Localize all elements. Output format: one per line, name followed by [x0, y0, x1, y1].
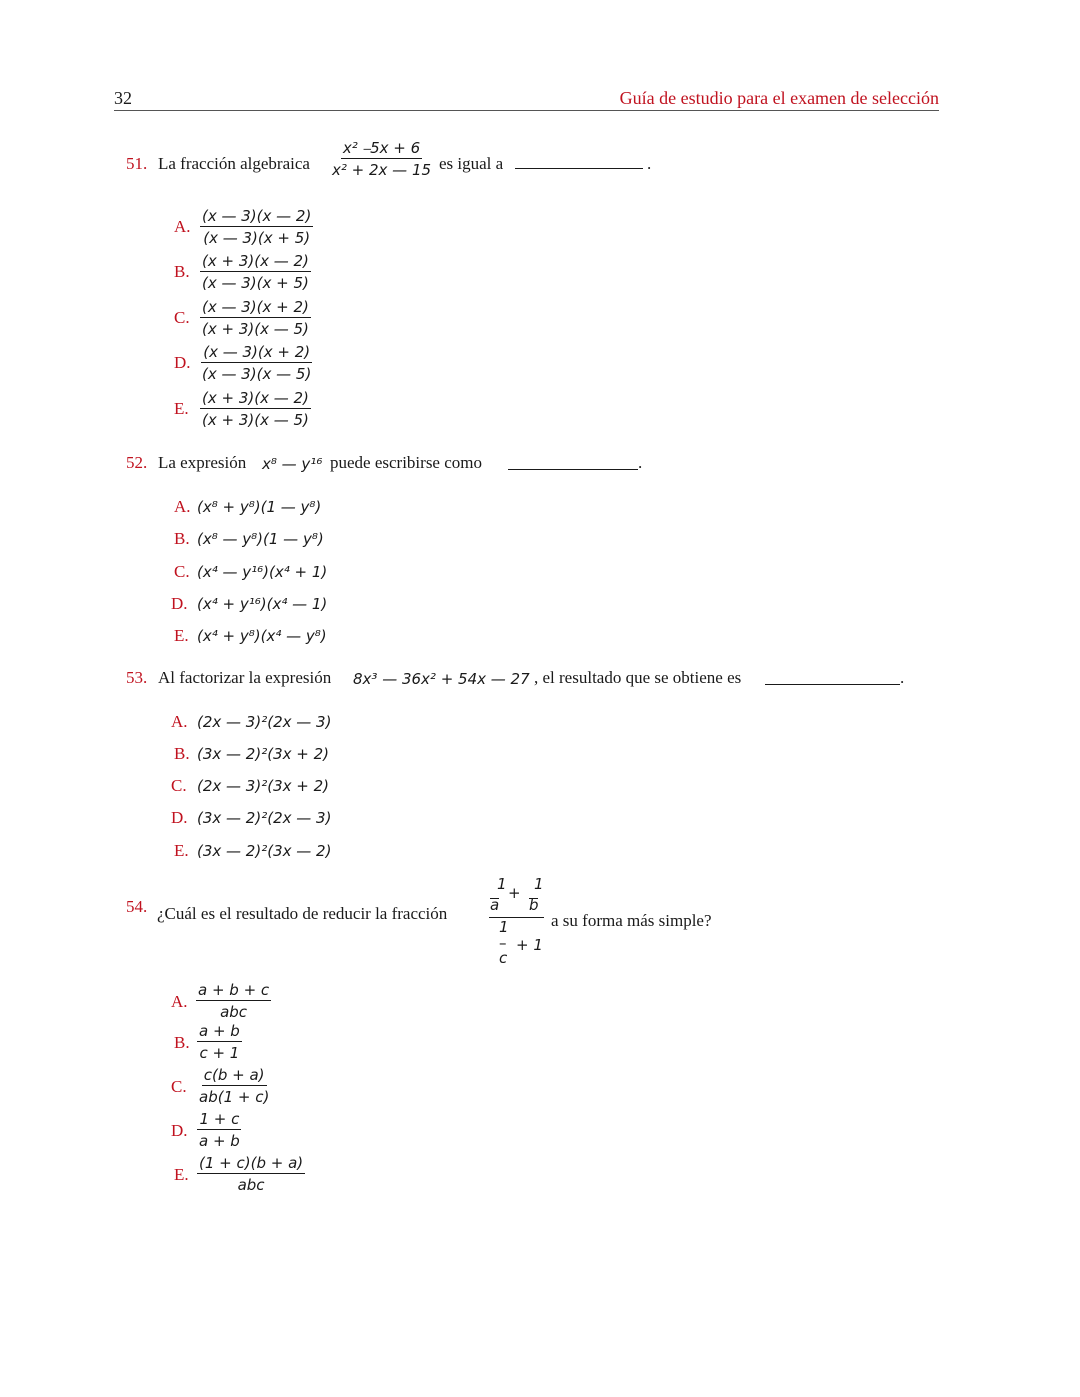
cf-plus: +	[508, 884, 521, 902]
option-letter: E.	[174, 1165, 189, 1184]
option-numerator: c(b + a)	[203, 1066, 265, 1084]
option-letter: D.	[174, 353, 191, 372]
cf-small-bar	[490, 898, 499, 899]
option-numerator: (x + 3)(x — 2)	[202, 252, 309, 270]
option-denominator: ab(1 + c)	[199, 1088, 270, 1106]
question-text-after: es igual a	[439, 154, 504, 173]
option-expression: (x⁸ + y⁸)(1 — y⁸)	[197, 498, 322, 516]
option-expression: (2x — 3)²(2x — 3)	[197, 713, 332, 731]
option-fraction	[196, 980, 271, 1022]
option-letter: C.	[171, 1077, 187, 1096]
question-period: .	[638, 453, 643, 472]
option-fraction	[200, 251, 311, 293]
option-numerator: (x — 3)(x — 2)	[202, 207, 312, 225]
option-numerator: (x — 3)(x + 2)	[202, 298, 309, 316]
option-denominator: (x — 3)(x + 5)	[202, 274, 309, 292]
answer-blank	[765, 684, 900, 685]
question-text: La expresión	[158, 453, 247, 472]
question-text-after: a su forma más simple?	[551, 911, 712, 930]
question-number: 52.	[126, 453, 148, 472]
option-denominator: c + 1	[199, 1044, 240, 1062]
cf-dash: –	[499, 934, 507, 952]
cf-a: a	[490, 896, 500, 914]
option-letter: A.	[174, 497, 191, 516]
option-denominator: (x + 3)(x — 5)	[202, 411, 309, 429]
option-letter: C.	[174, 562, 190, 581]
option-fraction	[197, 1021, 242, 1063]
option-letter: B.	[174, 1033, 190, 1052]
option-denominator: abc	[220, 1003, 248, 1021]
option-fraction	[197, 1153, 305, 1195]
option-letter: B.	[174, 529, 190, 548]
option-fraction	[200, 388, 311, 430]
option-letter: C.	[171, 776, 187, 795]
option-expression: (2x — 3)²(3x + 2)	[197, 777, 329, 795]
question-period: .	[647, 154, 652, 173]
question-number: 53.	[126, 668, 148, 687]
option-letter: D.	[171, 808, 188, 827]
cf-one: 1	[534, 875, 544, 893]
question-text: Al factorizar la expresión	[158, 668, 332, 687]
cf-c: c	[499, 949, 508, 967]
option-letter: B.	[174, 262, 190, 281]
option-denominator: (x — 3)(x — 5)	[202, 365, 312, 383]
option-numerator: 1 + c	[199, 1110, 240, 1128]
option-letter: E.	[174, 841, 189, 860]
fraction-denominator: x² + 2x — 15	[332, 161, 432, 179]
option-fraction	[200, 206, 313, 248]
option-letter: A.	[171, 712, 188, 731]
option-fraction	[197, 1065, 271, 1107]
question-number: 54.	[126, 897, 148, 916]
option-expression: (3x — 2)²(3x + 2)	[197, 745, 329, 763]
cf-main-bar	[489, 917, 544, 918]
cf-plus-one: + 1	[516, 936, 543, 954]
option-fraction	[200, 342, 313, 384]
option-numerator: (1 + c)(b + a)	[199, 1154, 304, 1172]
option-letter: A.	[174, 217, 191, 236]
question-text: La fracción algebraica	[158, 154, 310, 173]
question-text-after: puede escribirse como	[330, 453, 482, 472]
option-expression: (x⁴ + y¹⁶)(x⁴ — 1)	[197, 595, 328, 613]
question-expression: x⁸ — y¹⁶	[262, 455, 323, 473]
option-numerator: (x — 3)(x + 2)	[203, 343, 311, 361]
cf-small-bar	[529, 898, 538, 899]
option-expression: (3x — 2)²(3x — 2)	[197, 842, 332, 860]
option-expression: (x⁴ + y⁸)(x⁴ — y⁸)	[197, 627, 327, 645]
option-fraction	[197, 1109, 242, 1151]
option-letter: D.	[171, 1121, 188, 1140]
question-period: .	[900, 668, 905, 687]
answer-blank	[508, 469, 638, 470]
header-title: Guía de estudio para el examen de selección	[619, 88, 939, 108]
option-letter: D.	[171, 594, 188, 613]
option-denominator: a + b	[199, 1132, 240, 1150]
option-numerator: a + b + c	[198, 981, 270, 999]
question-expression: 8x³ — 36x² + 54x — 27	[353, 670, 530, 688]
option-numerator: (x + 3)(x — 2)	[202, 389, 309, 407]
option-denominator: abc	[237, 1176, 265, 1194]
option-expression: (x⁴ — y¹⁶)(x⁴ + 1)	[197, 563, 328, 581]
question-text-after: , el resultado que se obtiene es	[534, 668, 742, 687]
cf-one: 1	[499, 918, 509, 936]
option-denominator: (x — 3)(x + 5)	[203, 229, 311, 247]
answer-blank	[515, 168, 643, 169]
cf-b: b	[529, 896, 539, 914]
option-denominator: (x + 3)(x — 5)	[202, 320, 309, 338]
question-number: 51.	[126, 154, 148, 173]
option-letter: C.	[174, 308, 190, 327]
question-fraction	[330, 138, 433, 180]
header-rule	[114, 110, 939, 111]
option-letter: E.	[174, 399, 189, 418]
fraction-numerator: x² ⎯5x + 6	[342, 139, 421, 157]
option-numerator: a + b	[199, 1022, 240, 1040]
option-expression: (x⁸ — y⁸)(1 — y⁸)	[197, 530, 324, 548]
option-letter: E.	[174, 626, 189, 645]
option-fraction	[200, 297, 311, 339]
question-text: ¿Cuál es el resultado de reducir la fracción	[157, 904, 448, 923]
page-number: 32	[114, 88, 132, 108]
option-letter: B.	[174, 744, 190, 763]
option-letter: A.	[171, 992, 188, 1011]
option-expression: (3x — 2)²(2x — 3)	[197, 809, 332, 827]
cf-one: 1	[497, 875, 507, 893]
